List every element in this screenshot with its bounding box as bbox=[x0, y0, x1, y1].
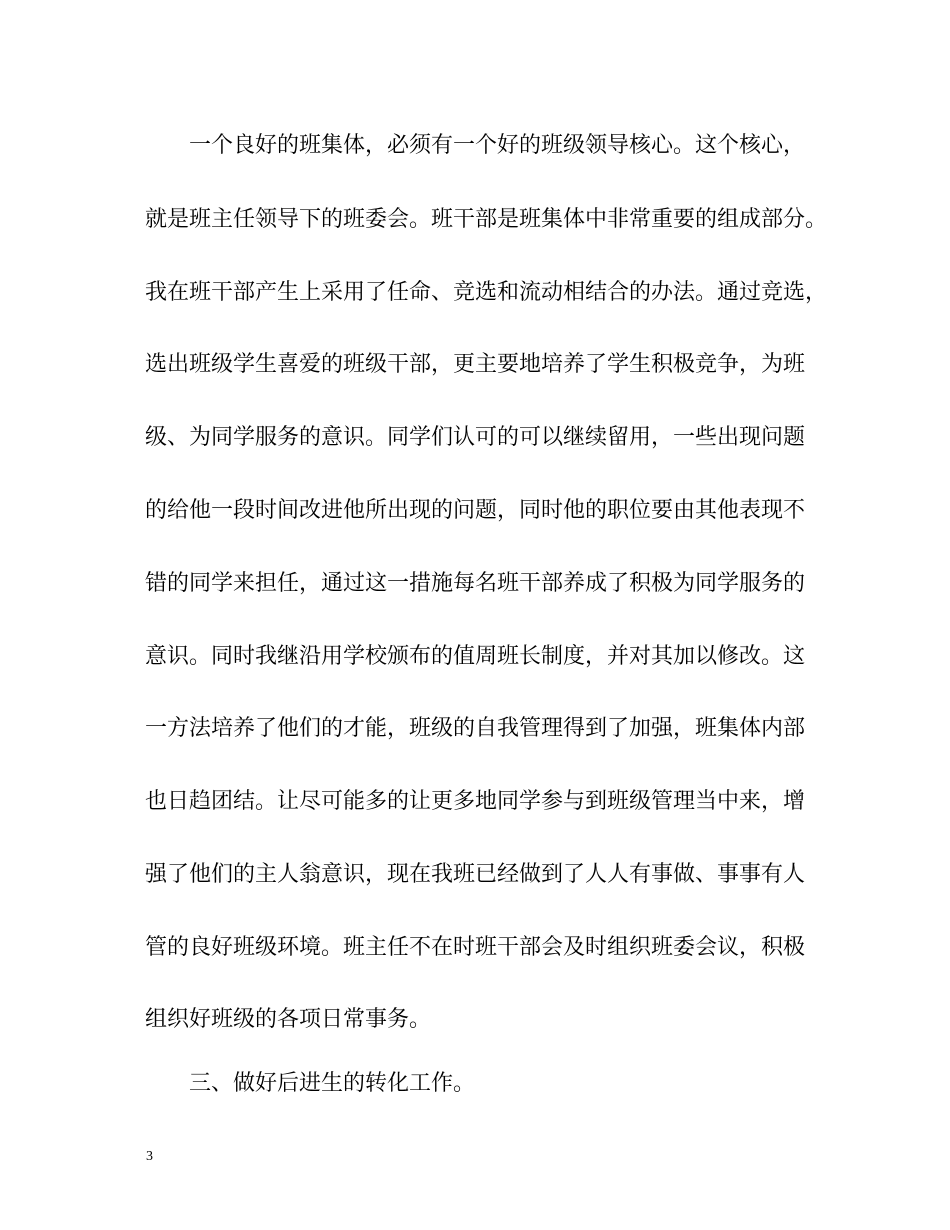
paragraph-line: 强了他们的主人翁意识，现在我班已经做到了人人有事做、事事有人 bbox=[145, 862, 806, 887]
paragraph-line: 选出班级学生喜爱的班级干部，更主要地培养了学生积极竞争，为班 bbox=[145, 352, 806, 377]
paragraph-line: 意识。同时我继沿用学校颁布的值周班长制度，并对其加以修改。这 bbox=[145, 644, 806, 669]
paragraph-line: 一方法培养了他们的才能，班级的自我管理得到了加强，班集体内部 bbox=[145, 716, 806, 741]
paragraph-line: 错的同学来担任，通过这一措施每名班干部养成了积极为同学服务的 bbox=[145, 571, 806, 596]
paragraph-line: 组织好班级的各项日常事务。 bbox=[145, 1007, 432, 1032]
paragraph-line: 也日趋团结。让尽可能多的让更多地同学参与到班级管理当中来，增 bbox=[145, 789, 806, 814]
page-number: 3 bbox=[146, 1149, 153, 1164]
paragraph-line: 一个良好的班集体，必须有一个好的班级领导核心。这个核心， bbox=[189, 133, 806, 158]
paragraph-line: 管的良好班级环境。班主任不在时班干部会及时组织班委会议，积极 bbox=[145, 935, 806, 960]
paragraph-line: 我在班干部产生上采用了任命、竞选和流动相结合的办法。通过竞选， bbox=[145, 280, 828, 305]
paragraph-line: 的给他一段时间改进他所出现的问题，同时他的职位要由其他表现不 bbox=[145, 498, 806, 523]
section-heading: 三、做好后进生的转化工作。 bbox=[189, 1071, 476, 1096]
paragraph-line: 级、为同学服务的意识。同学们认可的可以继续留用，一些出现问题 bbox=[145, 425, 806, 450]
paragraph-line: 就是班主任领导下的班委会。班干部是班集体中非常重要的组成部分。 bbox=[145, 207, 828, 232]
